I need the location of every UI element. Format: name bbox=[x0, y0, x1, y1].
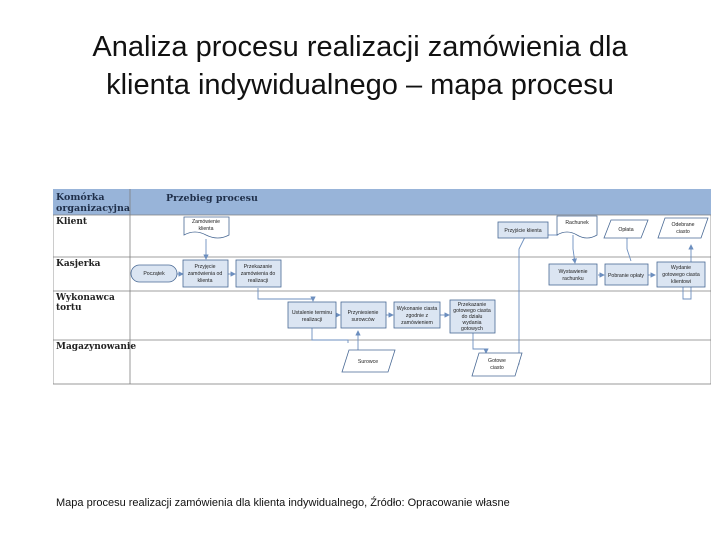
node-przekazanie-got-text-4: wydania bbox=[462, 320, 482, 326]
node-wystawienie-text-1: Wystawienie bbox=[558, 269, 588, 275]
node-wydanie-text-2: gotowego ciasta bbox=[662, 272, 700, 278]
node-odebrane-ciasto-text-2: ciasto bbox=[676, 229, 690, 235]
node-wydanie-text-1: Wydanie bbox=[670, 265, 692, 271]
node-przekazanie-got-text-2: gotowego ciasta bbox=[453, 308, 491, 314]
slide-title bbox=[0, 28, 720, 104]
slide-title-line-2: klienta indywidualnego – mapa procesu bbox=[106, 69, 614, 101]
process-map-diagram bbox=[53, 189, 711, 385]
node-przekazanie-got-text-5: gotowych bbox=[461, 326, 483, 332]
node-przyjecie-text-3: klienta bbox=[197, 278, 213, 284]
node-wystawienie-text-2: rachunku bbox=[562, 276, 584, 282]
node-oplata-text: Opłata bbox=[618, 227, 634, 233]
node-wydanie-text-3: klientowi bbox=[671, 279, 691, 285]
node-zamowienie-klienta-text-1: Zamówienie bbox=[192, 219, 220, 225]
header-col1-line1: Komórka bbox=[56, 192, 105, 203]
node-gotowe-ciasto-text-1: Gotowe bbox=[488, 358, 506, 364]
node-odebrane-ciasto bbox=[658, 218, 708, 238]
node-poczatek-text: Początek bbox=[143, 271, 165, 277]
header-col1-line2: organizacyjna bbox=[56, 203, 131, 214]
node-przyjecie-text-2: zamówienia od bbox=[187, 271, 223, 277]
node-wykonanie-text-3: zamówieniem bbox=[401, 320, 433, 326]
node-pobranie-oplaty-text: Pobranie opłaty bbox=[607, 273, 645, 279]
node-przyniesienie-text-1: Przyniesienie bbox=[347, 310, 379, 316]
node-surowce-text: Surowce bbox=[357, 359, 379, 365]
node-przekazanie-text-3: realizacji bbox=[247, 278, 269, 284]
node-wykonanie-text-2: zgodnie z bbox=[405, 313, 429, 319]
node-rachunek-text: Rachunek bbox=[565, 220, 589, 226]
lane-label-wykonawca-2: tortu bbox=[56, 303, 82, 313]
header-col2: Przebieg procesu bbox=[166, 193, 258, 204]
node-przyjscie-klienta-text: Przyjście klienta bbox=[504, 228, 542, 234]
lane-label-klient: Klient bbox=[56, 217, 88, 227]
diagram-header bbox=[53, 189, 711, 215]
lane-label-magazynowanie: Magazynowanie bbox=[56, 342, 137, 352]
node-ustalenie-text-1: Ustalenie terminu bbox=[291, 310, 333, 316]
node-odebrane-ciasto-text-1: Odebrane bbox=[671, 222, 695, 228]
node-wykonanie-text-1: Wykonanie ciasta bbox=[396, 306, 438, 312]
node-gotowe-ciasto-text-2: ciasto bbox=[490, 365, 504, 371]
lane-label-wykonawca-1: Wykonawca bbox=[56, 293, 115, 303]
node-przyjecie-text-1: Przyjęcie bbox=[194, 264, 216, 270]
slide-title-line-1: Analiza procesu realizacji zamówienia dla bbox=[92, 31, 628, 63]
node-przekazanie-got-text-1: Przekazanie bbox=[457, 302, 487, 308]
node-ustalenie-text-2: realizacji bbox=[301, 317, 323, 323]
node-przekazanie-text-2: zamówienia do bbox=[240, 271, 276, 277]
node-przekazanie-text-1: Przekazanie bbox=[243, 264, 273, 270]
node-zamowienie-klienta-text-2: klienta bbox=[198, 226, 214, 232]
slide-caption: Mapa procesu realizacji zamówienia dla klienta indywidualnego, Źródło: Opracowanie własne bbox=[56, 497, 510, 509]
lane-label-kasjerka: Kasjerka bbox=[56, 259, 101, 269]
node-przekazanie-got-text-3: do działu bbox=[461, 314, 483, 320]
node-przyniesienie-text-2: surowców bbox=[351, 317, 375, 323]
